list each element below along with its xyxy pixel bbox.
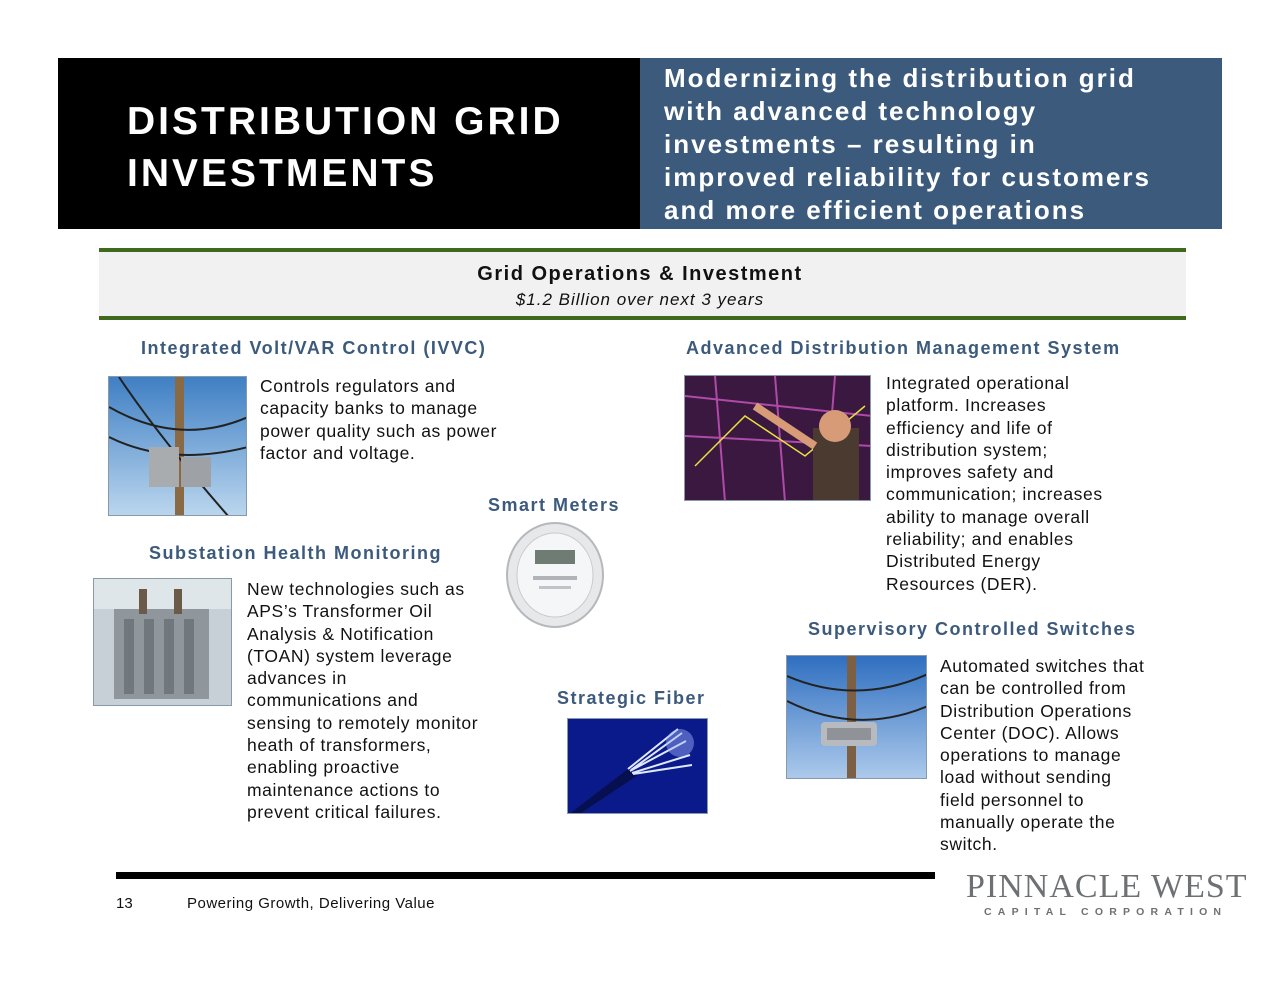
page-title: DISTRIBUTION GRID INVESTMENTS bbox=[127, 100, 564, 195]
fiber-optic-photo bbox=[567, 718, 708, 814]
header-description: Modernizing the distribution grid with advanced technology investments – resulting in improved reliability for customers and more efficient operations bbox=[664, 63, 1152, 225]
smart-meters-title: Smart Meters bbox=[488, 495, 621, 515]
adms-control-room-photo bbox=[684, 375, 871, 501]
footer-tagline: Powering Growth, Delivering Value bbox=[187, 895, 435, 912]
page-number: 13 bbox=[116, 895, 133, 912]
banner-title: Grid Operations & Investment bbox=[477, 263, 803, 285]
substation-description: New technologies such as APS’s Transformer Oil Analysis & Notification (TOAN) system leverage advances in communications and sensing to remotely monitor heath of transformers, enabling proactive maintenance actions to prevent critical failures. bbox=[247, 579, 479, 822]
switches-section-title: Supervisory Controlled Switches bbox=[808, 619, 1137, 639]
company-logo-name: PINNACLE WEST bbox=[966, 868, 1248, 905]
substation-transformer-photo bbox=[93, 578, 232, 706]
footer-rule bbox=[116, 872, 935, 879]
ivvc-description: Controls regulators and capacity banks to manage power quality such as power factor and voltage. bbox=[260, 376, 498, 463]
smart-meter-photo bbox=[505, 520, 605, 630]
substation-section-title: Substation Health Monitoring bbox=[149, 543, 442, 563]
controlled-switch-photo bbox=[786, 655, 927, 779]
switches-description: Automated switches that can be controlled from Distribution Operations Center (DOC). Allows operations to manage load without sending field personnel to manually operate the switch. bbox=[940, 656, 1145, 855]
company-logo-subtitle: CAPITAL CORPORATION bbox=[984, 906, 1228, 918]
ivvc-utility-pole-photo bbox=[108, 376, 247, 516]
adms-section-title: Advanced Distribution Management System bbox=[686, 338, 1121, 358]
banner-subtitle: $1.2 Billion over next 3 years bbox=[515, 290, 765, 309]
adms-description: Integrated operational platform. Increases efficiency and life of distribution system; improves safety and communication; increases ability to manage overall reliability; and enables Distributed Energy Resources (DER). bbox=[886, 373, 1103, 594]
ivvc-section-title: Integrated Volt/VAR Control (IVVC) bbox=[141, 338, 487, 358]
strategic-fiber-title: Strategic Fiber bbox=[557, 688, 706, 708]
